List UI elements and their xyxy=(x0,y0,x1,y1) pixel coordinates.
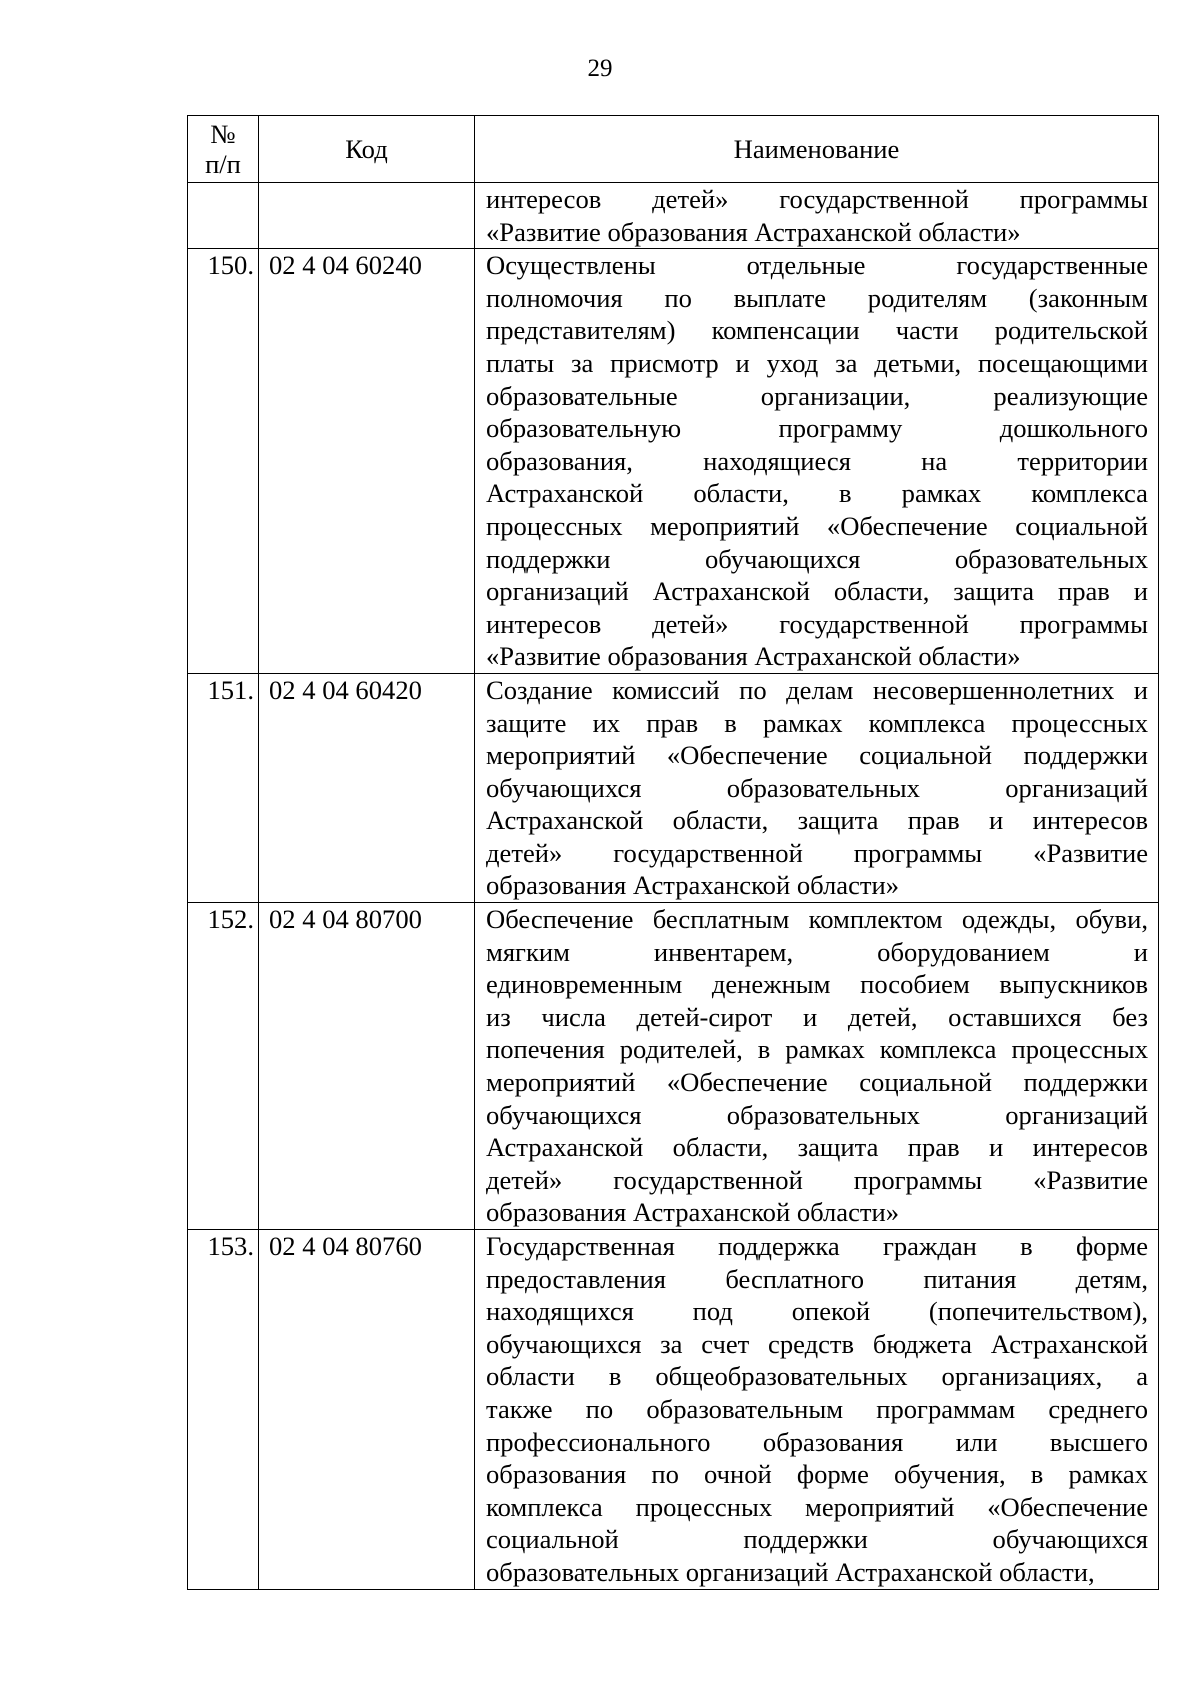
table-body xyxy=(188,183,1159,1590)
name-line: мероприятий «Обеспечение социальной поддержки xyxy=(486,740,1148,771)
row-number: 151. xyxy=(188,673,259,902)
header-number-symbol: № xyxy=(210,119,236,149)
name-line: Осуществлены отдельные государственные xyxy=(486,250,1148,281)
name-line: организаций Астраханской области, защита прав и xyxy=(486,576,1148,607)
name-line: обучающихся за счет средств бюджета Астраханской xyxy=(486,1328,1148,1359)
name-line: обучающихся образовательных организаций xyxy=(486,1099,1148,1130)
row-number: 152. xyxy=(188,903,259,1230)
name-line: образования по очной форме обучения, в рамках xyxy=(486,1459,1148,1490)
table-row xyxy=(188,249,1159,674)
header-number xyxy=(188,116,259,183)
table-header-row xyxy=(188,116,1159,183)
name-line: платы за присмотр и уход за детьми, посещающими xyxy=(486,347,1148,378)
row-name xyxy=(475,1230,1159,1590)
name-line: Астраханской области, в рамках комплекса xyxy=(486,478,1148,509)
name-line: Астраханской области, защита прав и интересов xyxy=(486,805,1148,836)
name-line: защите их прав в рамках комплекса процессных xyxy=(486,707,1148,738)
name-line: социальной поддержки обучающихся xyxy=(486,1524,1148,1555)
name-line: детей» государственной программы «Развитие xyxy=(486,1164,1148,1195)
row-number: 153. xyxy=(188,1230,259,1590)
name-line: интересов детей» государственной программы xyxy=(486,608,1148,639)
row-code: 02 4 04 60240 xyxy=(259,249,475,674)
row-number xyxy=(188,183,259,249)
table-row xyxy=(188,183,1159,249)
name-line: предоставления бесплатного питания детям, xyxy=(486,1263,1148,1294)
row-name xyxy=(475,249,1159,674)
name-line: Астраханской области, защита прав и интересов xyxy=(486,1132,1148,1163)
name-line: «Развитие образования Астраханской области» xyxy=(486,216,1021,247)
name-line: Государственная поддержка граждан в форме xyxy=(486,1231,1148,1261)
header-code: Код xyxy=(259,116,475,183)
name-line: попечения родителей, в рамках комплекса процессных xyxy=(486,1034,1148,1065)
name-line: единовременным денежным пособием выпускников xyxy=(486,969,1148,1000)
name-line: Создание комиссий по делам несовершеннолетних и xyxy=(486,674,1148,705)
table-row xyxy=(188,1230,1159,1590)
name-line: мероприятий «Обеспечение социальной поддержки xyxy=(486,1067,1148,1098)
name-line: Обеспечение бесплатным комплектом одежды, обуви, xyxy=(486,904,1148,935)
name-line: образовательные организации, реализующие xyxy=(486,380,1148,411)
name-line: из числа детей-сирот и детей, оставшихся без xyxy=(486,1001,1148,1032)
name-line: мягким инвентарем, оборудованием и xyxy=(486,936,1148,967)
name-line: области в общеобразовательных организациях, а xyxy=(486,1361,1148,1392)
row-name xyxy=(475,673,1159,902)
name-line: образования Астраханской области» xyxy=(486,870,900,901)
name-line: полномочия по выплате родителям (законным xyxy=(486,282,1148,313)
name-line: образования, находящиеся на территории xyxy=(486,445,1148,476)
name-line: процессных мероприятий «Обеспечение социальной xyxy=(486,510,1148,541)
row-code: 02 4 04 80700 xyxy=(259,903,475,1230)
name-line: профессионального образования или высшего xyxy=(486,1426,1148,1457)
name-line: образовательную программу дошкольного xyxy=(486,413,1148,444)
row-number: 150. xyxy=(188,249,259,674)
name-line: образования Астраханской области» xyxy=(486,1197,900,1228)
page-number: 29 xyxy=(587,55,613,82)
name-line: детей» государственной программы «Развитие xyxy=(486,837,1148,868)
name-line: также по образовательным программам среднего xyxy=(486,1393,1148,1424)
name-line: комплекса процессных мероприятий «Обеспечение xyxy=(486,1491,1148,1522)
name-line: представителям) компенсации части родительской xyxy=(486,315,1148,346)
header-name: Наименование xyxy=(475,116,1159,183)
codes-table xyxy=(187,115,1159,1590)
name-line: обучающихся образовательных организаций xyxy=(486,772,1148,803)
name-line: образовательных организаций Астраханской области, xyxy=(486,1556,1095,1587)
name-line: «Развитие образования Астраханской области» xyxy=(486,641,1021,672)
header-number-abbr: п/п xyxy=(205,149,241,179)
row-name xyxy=(475,903,1159,1230)
name-line: находящихся под опекой (попечительством), xyxy=(486,1296,1148,1327)
table-row xyxy=(188,903,1159,1230)
table-row xyxy=(188,673,1159,902)
row-name xyxy=(475,183,1159,249)
row-code xyxy=(259,183,475,249)
row-code: 02 4 04 80760 xyxy=(259,1230,475,1590)
name-line: интересов детей» государственной программы xyxy=(486,184,1148,214)
row-code: 02 4 04 60420 xyxy=(259,673,475,902)
name-line: поддержки обучающихся образовательных xyxy=(486,543,1148,574)
